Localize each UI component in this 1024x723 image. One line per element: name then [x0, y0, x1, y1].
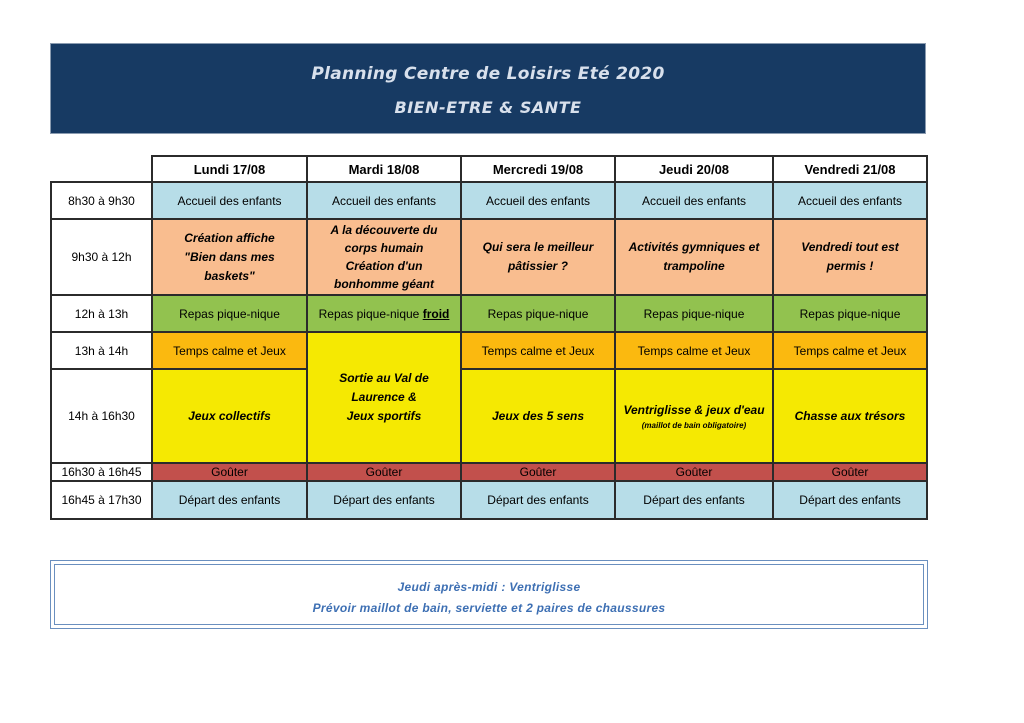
cell-accueil-mardi: Accueil des enfants	[307, 182, 461, 219]
cell-depart-mardi: Départ des enfants	[307, 481, 461, 519]
line: A la découverte du	[330, 223, 438, 237]
time-cell: 16h45 à 17h30	[51, 481, 152, 519]
cell-gouter-jeudi: Goûter	[615, 463, 773, 481]
cell-gouter-lundi: Goûter	[152, 463, 307, 481]
header-row	[51, 156, 927, 182]
line: Vendredi tout est	[801, 240, 899, 254]
row-repas	[51, 295, 927, 332]
line: Jeux sportifs	[346, 409, 422, 423]
cell-morning-mercredi	[461, 219, 615, 295]
row-depart	[51, 481, 927, 519]
line: corps humain	[344, 241, 424, 255]
day-header-jeudi: Jeudi 20/08	[615, 156, 773, 182]
row-gouter	[51, 463, 927, 481]
row-afternoon	[51, 369, 927, 463]
cell-calme-lundi: Temps calme et Jeux	[152, 332, 307, 369]
line: Laurence &	[351, 390, 417, 404]
line: permis !	[826, 259, 874, 273]
time-cell: 13h à 14h	[51, 332, 152, 369]
time-cell: 9h30 à 12h	[51, 219, 152, 295]
time-cell: 12h à 13h	[51, 295, 152, 332]
line: baskets"	[204, 268, 255, 283]
cell-gouter-vendredi: Goûter	[773, 463, 927, 481]
cell-afternoon-lundi: Jeux collectifs	[152, 369, 307, 463]
time-cell: 8h30 à 9h30	[51, 182, 152, 219]
cell-sortie-mardi	[307, 332, 461, 463]
repas-text: Repas pique-nique	[318, 306, 420, 321]
cell-depart-mercredi: Départ des enfants	[461, 481, 615, 519]
cell-calme-mercredi: Temps calme et Jeux	[461, 332, 615, 369]
line: Activités gymniques et	[628, 240, 760, 254]
day-header-lundi: Lundi 17/08	[152, 156, 307, 182]
time-cell: 14h à 16h30	[51, 369, 152, 463]
footer-line-2: Prévoir maillot de bain, serviette et 2 paires de chaussures	[312, 601, 666, 615]
row-calme	[51, 332, 927, 369]
line: Ventriglisse & jeux d'eau	[623, 402, 765, 417]
schedule-table	[50, 155, 928, 520]
cell-morning-mardi	[307, 219, 461, 295]
cell-accueil-lundi: Accueil des enfants	[152, 182, 307, 219]
footer-note	[54, 564, 924, 625]
cell-morning-lundi	[152, 219, 307, 295]
time-cell: 16h30 à 16h45	[51, 463, 152, 481]
note: (maillot de bain obligatoire)	[641, 420, 747, 430]
cell-repas-vendredi: Repas pique-nique	[773, 295, 927, 332]
cell-morning-vendredi	[773, 219, 927, 295]
cell-afternoon-vendredi: Chasse aux trésors	[773, 369, 927, 463]
header-banner	[50, 43, 926, 134]
line: pâtissier ?	[507, 259, 569, 273]
row-accueil	[51, 182, 927, 219]
line: Création affiche	[184, 230, 275, 245]
day-header-vendredi: Vendredi 21/08	[773, 156, 927, 182]
line: Sortie au Val de	[339, 371, 429, 385]
cell-repas-mercredi: Repas pique-nique	[461, 295, 615, 332]
repas-emphasis: froid	[422, 306, 450, 321]
line: trampoline	[663, 259, 725, 273]
cell-accueil-mercredi: Accueil des enfants	[461, 182, 615, 219]
day-header-mardi: Mardi 18/08	[307, 156, 461, 182]
footer-note-box	[50, 560, 928, 629]
page-title: Planning Centre de Loisirs Eté 2020	[311, 64, 665, 84]
line: Qui sera le meilleur	[482, 240, 594, 254]
cell-depart-vendredi: Départ des enfants	[773, 481, 927, 519]
footer-line-1: Jeudi après-midi : Ventriglisse	[397, 580, 581, 594]
cell-accueil-vendredi: Accueil des enfants	[773, 182, 927, 219]
day-header-mercredi: Mercredi 19/08	[461, 156, 615, 182]
cell-morning-jeudi	[615, 219, 773, 295]
cell-afternoon-mercredi: Jeux des 5 sens	[461, 369, 615, 463]
cell-accueil-jeudi: Accueil des enfants	[615, 182, 773, 219]
cell-afternoon-jeudi	[615, 369, 773, 463]
cell-repas-lundi: Repas pique-nique	[152, 295, 307, 332]
cell-gouter-mercredi: Goûter	[461, 463, 615, 481]
cell-calme-jeudi: Temps calme et Jeux	[615, 332, 773, 369]
line: bonhomme géant	[333, 277, 434, 291]
page-subtitle: BIEN-ETRE & SANTE	[394, 98, 582, 117]
corner-cell	[51, 156, 152, 182]
line: Création d'un	[345, 259, 423, 273]
cell-calme-vendredi: Temps calme et Jeux	[773, 332, 927, 369]
cell-depart-jeudi: Départ des enfants	[615, 481, 773, 519]
cell-repas-jeudi: Repas pique-nique	[615, 295, 773, 332]
row-morning	[51, 219, 927, 295]
cell-depart-lundi: Départ des enfants	[152, 481, 307, 519]
line: "Bien dans mes	[184, 249, 275, 264]
cell-gouter-mardi: Goûter	[307, 463, 461, 481]
cell-repas-mardi	[307, 295, 461, 332]
